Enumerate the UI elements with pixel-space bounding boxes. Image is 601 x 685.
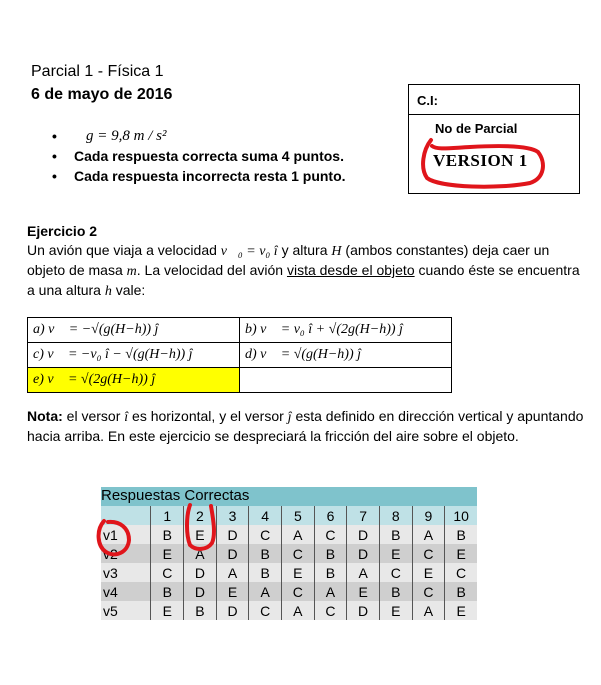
options-table	[27, 317, 452, 393]
answer-cell: B	[151, 582, 184, 601]
instructions-list	[52, 126, 346, 186]
answer-cell: A	[282, 525, 315, 544]
unit-vector-i: î	[124, 410, 129, 425]
answer-cell: B	[151, 525, 184, 544]
answer-cell: E	[151, 544, 184, 563]
answer-cell: B	[379, 582, 412, 601]
table-row	[101, 506, 477, 525]
answer-cell: E	[216, 582, 249, 601]
table-row	[101, 563, 477, 582]
answer-cell: B	[249, 544, 282, 563]
statement-text: . La velocidad del avión	[136, 262, 284, 278]
answers-grid	[101, 506, 477, 620]
column-header: 6	[314, 506, 347, 525]
exercise-title: Ejercicio 2	[27, 223, 98, 239]
table-row	[101, 525, 477, 544]
answer-cell: E	[347, 582, 380, 601]
incorrect-answer-rule: Cada respuesta incorrecta resta 1 punto.	[74, 168, 346, 184]
answer-cell: C	[412, 544, 445, 563]
answer-cell: D	[216, 525, 249, 544]
row-label: v4	[101, 582, 151, 601]
answer-cell: A	[184, 544, 217, 563]
underlined-text: vista desde el objeto	[286, 262, 415, 278]
answer-cell: C	[282, 582, 315, 601]
answer-cell: D	[347, 601, 380, 620]
answer-cell: E	[379, 544, 412, 563]
parcial-number-label: No de Parcial	[435, 121, 518, 136]
answer-cell: A	[412, 601, 445, 620]
statement-text: (ambos constantes) deja caer un objeto de masa	[27, 242, 550, 278]
answer-cell: E	[412, 563, 445, 582]
option-c: c) v⃗ = −v₀ î − √(g(H−h)) ĵ	[28, 343, 240, 368]
answer-cell: B	[445, 525, 477, 544]
answer-cell: C	[249, 601, 282, 620]
answer-cell: C	[314, 525, 347, 544]
bullet-icon: •	[52, 128, 57, 144]
note-text: el versor	[66, 408, 121, 424]
divider	[409, 114, 579, 115]
answer-cell: D	[184, 582, 217, 601]
column-header: 5	[282, 506, 315, 525]
column-header: 3	[216, 506, 249, 525]
table-row	[101, 601, 477, 620]
answer-cell: D	[347, 544, 380, 563]
answer-cell: C	[249, 525, 282, 544]
row-label: v5	[101, 601, 151, 620]
answer-cell: B	[184, 601, 217, 620]
answer-cell: B	[379, 525, 412, 544]
column-header: 4	[249, 506, 282, 525]
answer-cell: D	[184, 563, 217, 582]
column-header: 9	[412, 506, 445, 525]
answer-cell: E	[151, 601, 184, 620]
table-row	[101, 544, 477, 563]
column-header: 1	[151, 506, 184, 525]
answer-cell: B	[249, 563, 282, 582]
answer-cell: C	[314, 601, 347, 620]
answer-cell: E	[184, 525, 217, 544]
list-item	[52, 166, 346, 186]
answer-cell: E	[445, 601, 477, 620]
exam-title: Parcial 1 - Física 1	[31, 63, 164, 80]
velocity-formula: v⃗₀ = v₀ î	[220, 244, 278, 259]
statement-text: y altura	[281, 242, 328, 258]
column-header: 10	[445, 506, 477, 525]
answer-cell: A	[412, 525, 445, 544]
answer-cell: C	[412, 582, 445, 601]
row-label: v2	[101, 544, 151, 563]
statement-text: vale:	[115, 282, 146, 298]
column-header: 2	[184, 506, 217, 525]
statement-text: Un avión que viaja a velocidad	[27, 242, 217, 258]
list-item	[52, 126, 346, 146]
exercise-statement	[27, 241, 587, 301]
answer-cell: A	[347, 563, 380, 582]
correct-answer-rule: Cada respuesta correcta suma 4 puntos.	[74, 148, 344, 164]
statement-text: cuando éste se encuentra a una altura	[27, 262, 580, 298]
column-header: 7	[347, 506, 380, 525]
empty-cell	[240, 368, 452, 393]
answer-cell: D	[216, 544, 249, 563]
option-b: b) v⃗ = v₀ î + √(2g(H−h)) ĵ	[240, 318, 452, 343]
answer-cell: C	[379, 563, 412, 582]
answer-cell: B	[314, 544, 347, 563]
mass-symbol: m	[126, 264, 137, 279]
exam-date: 6 de mayo de 2016	[31, 86, 173, 103]
answer-cell: E	[282, 563, 315, 582]
answer-cell: D	[347, 525, 380, 544]
list-item	[52, 146, 346, 166]
answer-cell: E	[379, 601, 412, 620]
option-a: a) v⃗ = −√(g(H−h)) ĵ	[28, 318, 240, 343]
ci-label: C.I:	[417, 93, 438, 108]
answers-header: Respuestas Correctas	[101, 487, 477, 506]
bullet-icon: •	[52, 168, 57, 184]
answer-cell: C	[151, 563, 184, 582]
answer-cell: E	[445, 544, 477, 563]
answer-cell: D	[216, 601, 249, 620]
bullet-icon: •	[52, 148, 57, 164]
answer-cell: B	[314, 563, 347, 582]
option-e: e) v⃗ = √(2g(H−h)) ĵ	[28, 368, 240, 393]
answer-cell: C	[282, 544, 315, 563]
id-box	[408, 84, 580, 194]
column-header: 8	[379, 506, 412, 525]
answer-cell: A	[216, 563, 249, 582]
answer-cell: C	[445, 563, 477, 582]
version-label: VERSION 1	[433, 151, 528, 170]
answer-cell: B	[445, 582, 477, 601]
row-label: v1	[101, 525, 151, 544]
note-text: es horizontal, y el versor	[132, 408, 284, 424]
option-d: d) v⃗ = √(g(H−h)) ĵ	[240, 343, 452, 368]
note-label: Nota:	[27, 408, 63, 424]
unit-vector-j: ĵ	[287, 410, 292, 425]
gravity-value: g = 9,8 m / s²	[86, 128, 167, 144]
answers-table	[101, 487, 477, 625]
height-h-symbol: h	[104, 284, 112, 299]
note-paragraph	[27, 407, 595, 445]
note-text: esta definido en dirección vertical y apuntando hacia arriba. En este ejercicio se despreciará la fricción del aire sobre el objeto.	[27, 408, 584, 444]
height-symbol: H	[331, 244, 342, 259]
answer-cell: A	[249, 582, 282, 601]
corner-cell	[101, 506, 151, 525]
answer-cell: A	[282, 601, 315, 620]
answer-cell: A	[314, 582, 347, 601]
table-row	[101, 582, 477, 601]
row-label: v3	[101, 563, 151, 582]
